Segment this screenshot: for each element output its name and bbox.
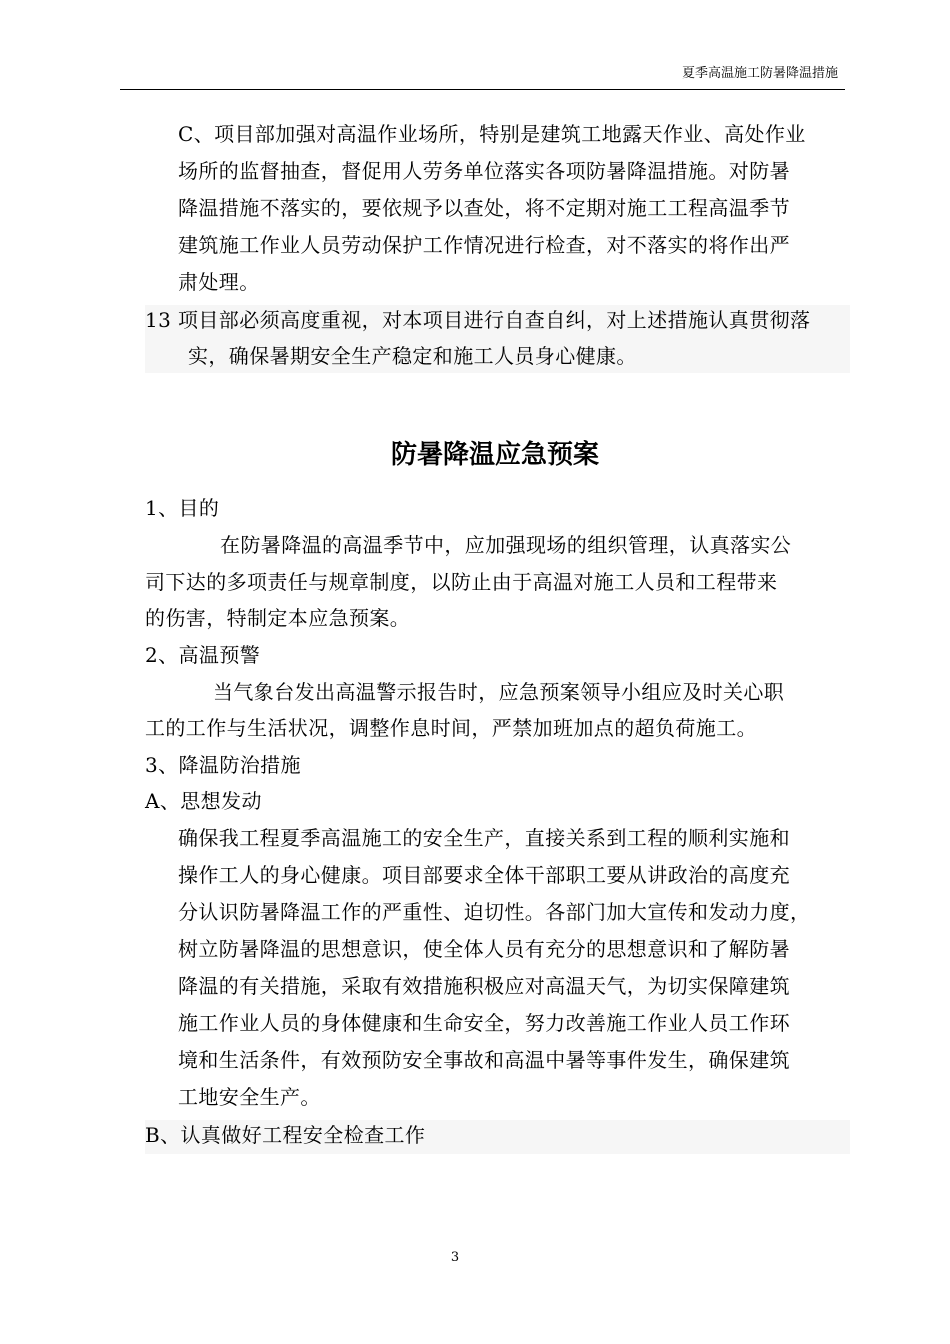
paragraph-line: 操作工人的身心健康。项目部要求全体干部职工要从讲政治的高度充 [178,863,790,887]
paragraph-line: 在防暑降温的高温季节中，应加强现场的组织管理，认真落实公 [220,533,792,557]
paragraph-line: 13 项目部必须高度重视，对本项目进行自查自纠，对上述措施认真贯彻落 [145,308,811,332]
paragraph-line: 工的工作与生活状况，调整作息时间，严禁加班加点的超负荷施工。 [145,716,757,740]
header-title: 夏季高温施工防暑降温措施 [681,66,838,81]
paragraph-line: 降温措施不落实的，要依规予以查处，将不定期对施工工程高温季节 [178,196,790,220]
header-rule [120,89,845,90]
paragraph-line: 降温的有关措施，采取有效措施积极应对高温天气，为切实保障建筑 [178,974,790,998]
subsection-heading: A、思想发动 [145,789,262,813]
paragraph-line: 建筑施工作业人员劳动保护工作情况进行检查，对不落实的将作出严 [178,233,790,257]
paragraph-line: 的伤害，特制定本应急预案。 [145,606,411,630]
page-number: 3 [450,1250,460,1265]
paragraph-line: 分认识防暑降温工作的严重性、迫切性。各部门加大宣传和发动力度， [178,900,811,924]
paragraph-line: C、项目部加强对高温作业场所，特别是建筑工地露天作业、高处作业 [178,122,806,146]
section-heading: 防暑降温应急预案 [390,440,599,470]
paragraph-line: 实，确保暑期安全生产稳定和施工人员身心健康。 [188,344,637,368]
subsection-heading: 1、目的 [145,496,220,520]
subsection-heading: 3、降温防治措施 [145,753,301,777]
paragraph-line: 施工作业人员的身体健康和生命安全，努力改善施工作业人员工作环 [178,1011,790,1035]
paragraph-line: 司下达的多项责任与规章制度，以防止由于高温对施工人员和工程带来 [145,570,778,594]
paragraph-line: 当气象台发出高温警示报告时，应急预案领导小组应及时关心职 [213,680,785,704]
paragraph-line: 境和生活条件，有效预防安全事故和高温中暑等事件发生，确保建筑 [178,1048,790,1072]
paragraph-line: 工地安全生产。 [178,1085,321,1109]
paragraph-line: 确保我工程夏季高温施工的安全生产，直接关系到工程的顺利实施和 [178,826,790,850]
subsection-heading: 2、高温预警 [145,643,261,667]
subsection-heading: B、认真做好工程安全检查工作 [145,1123,426,1147]
paragraph-line: 树立防暑降温的思想意识，使全体人员有充分的思想意识和了解防暑 [178,937,790,961]
paragraph-line: 肃处理。 [178,270,260,294]
paragraph-line: 场所的监督抽查，督促用人劳务单位落实各项防暑降温措施。对防暑 [178,159,790,183]
